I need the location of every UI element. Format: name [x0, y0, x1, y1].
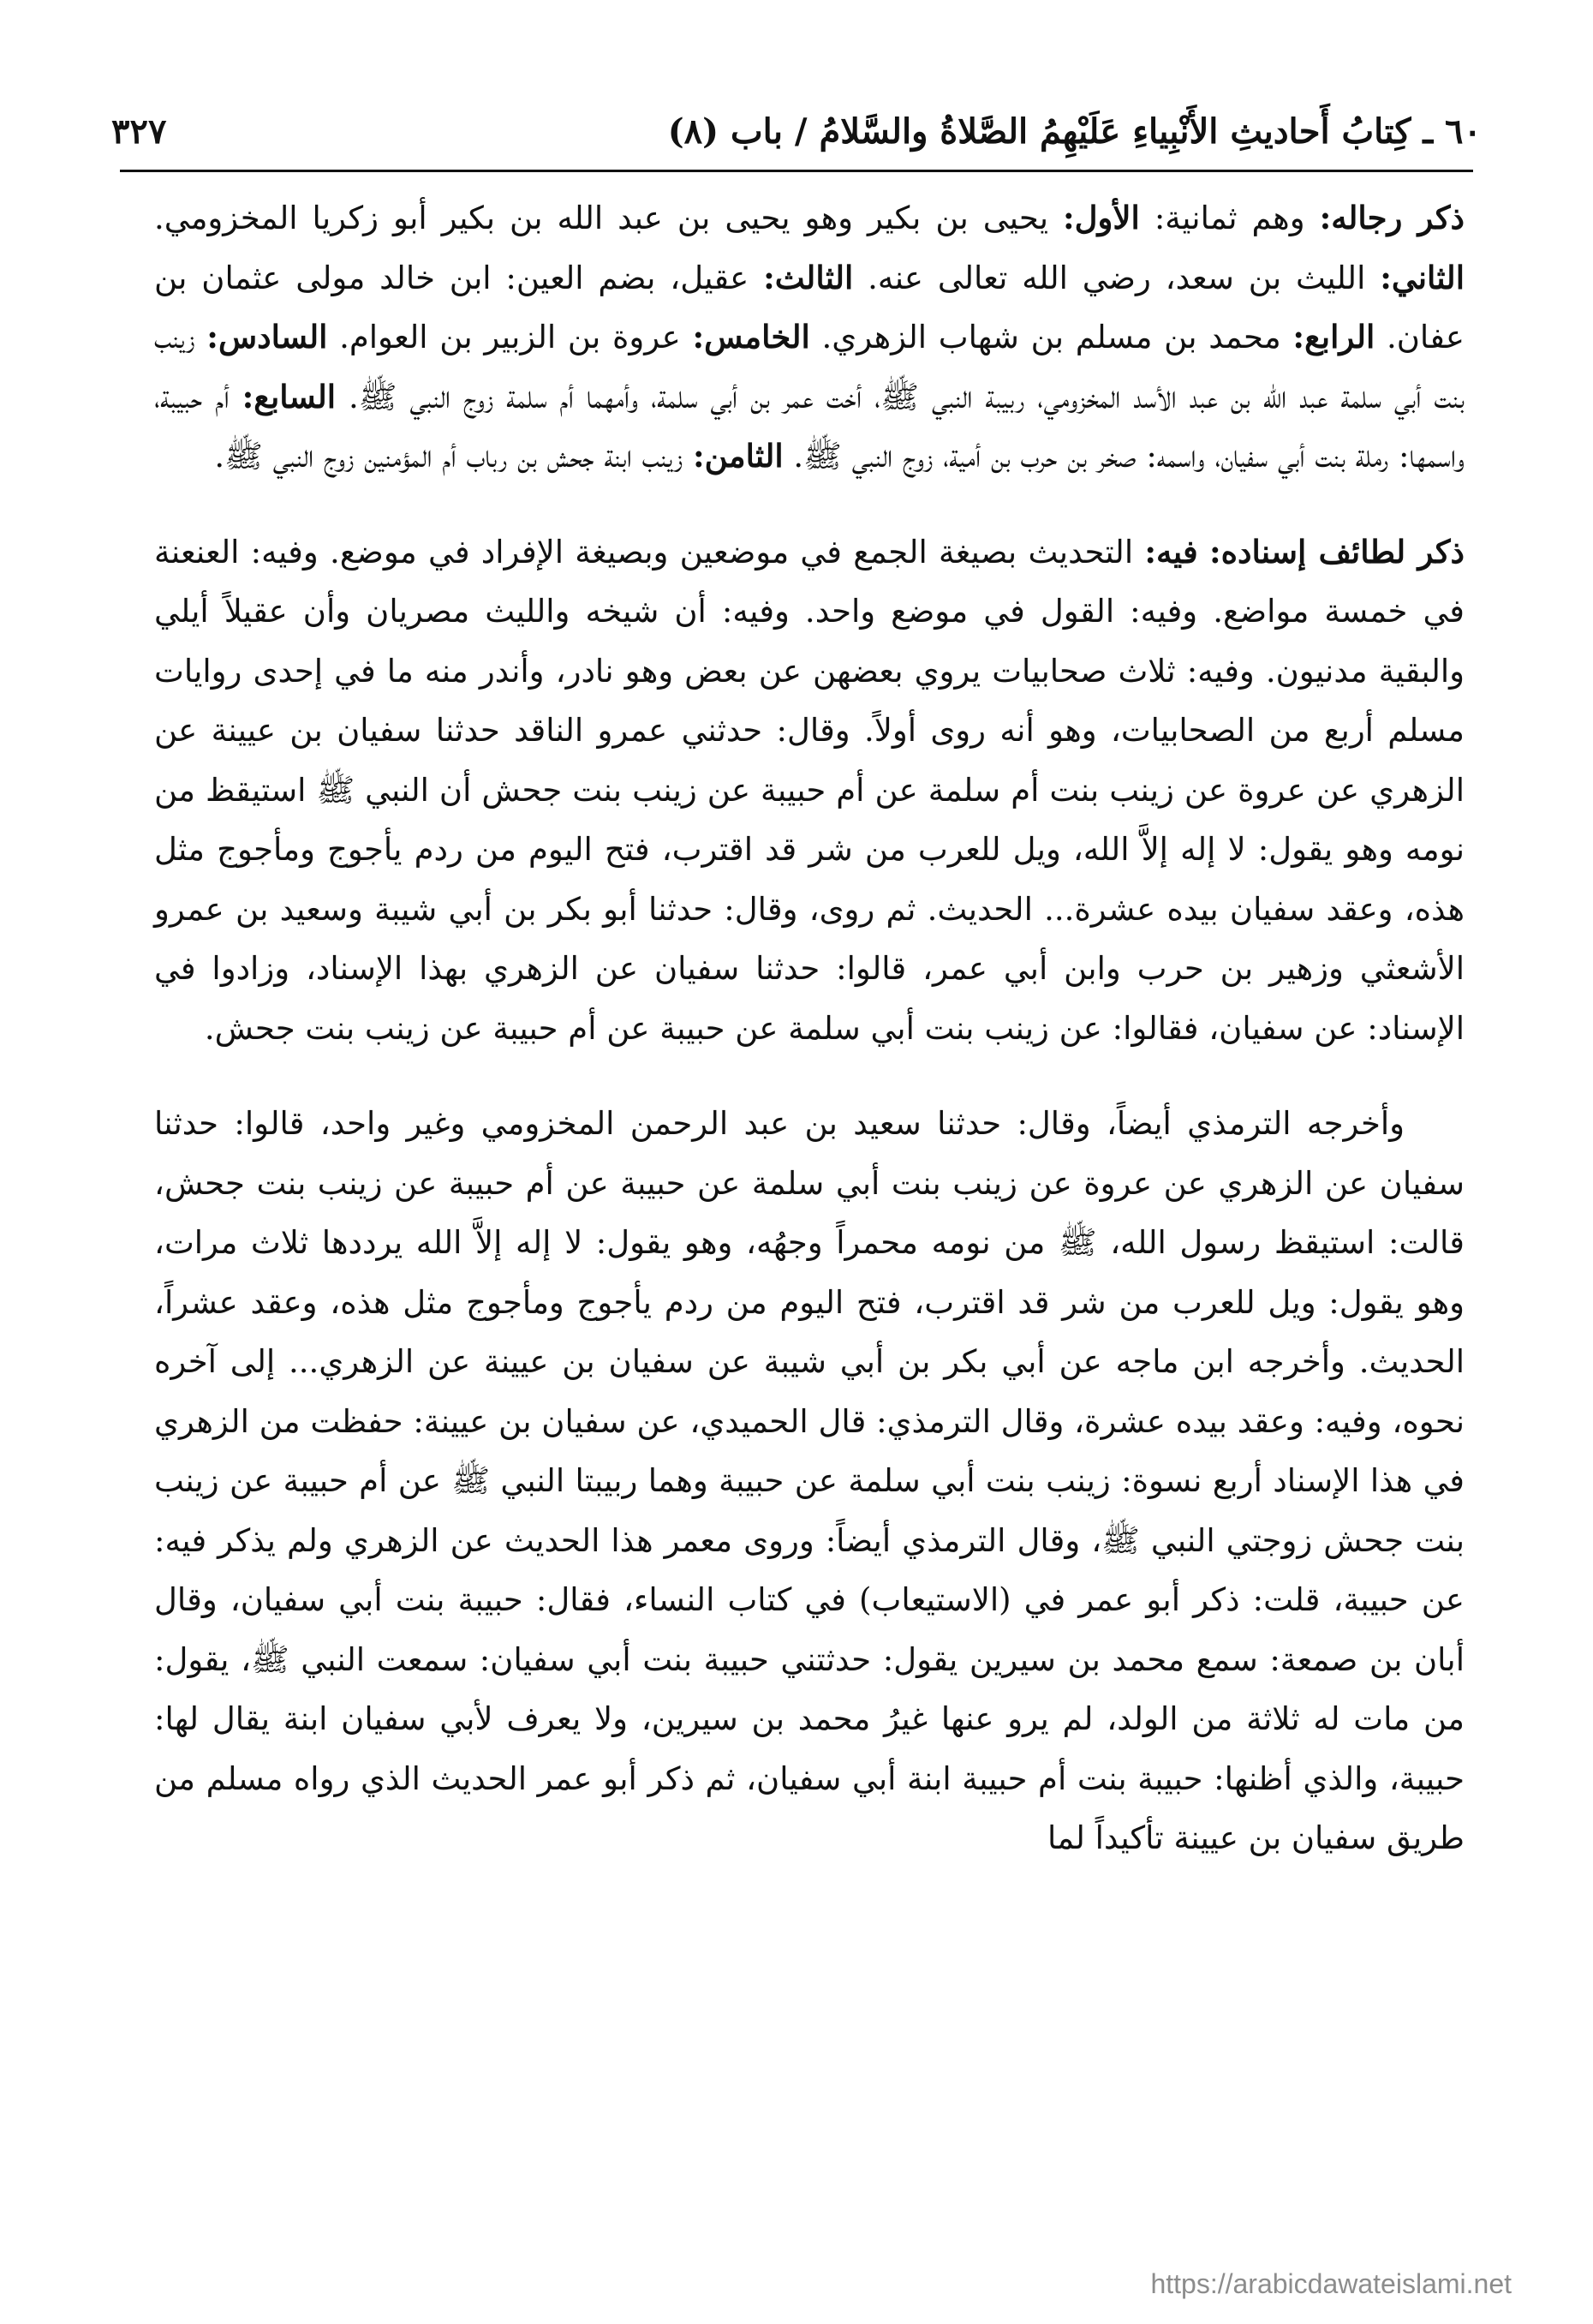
text-run: أم حبيبة، واسمها: رملة بنت أبي سفيان، واسمه: صخر بن حرب بن أمية، زوج النبي ﷺ. — [154, 378, 1465, 475]
text-run: يحيى بن بكير وهو يحيى بن عبد الله بن بكير أبو زكريا المخزومي. — [154, 200, 1064, 236]
watermark-url: https://arabicdawateislami.net — [1150, 2268, 1512, 2299]
paragraph-tirmidhi — [154, 1094, 1465, 1868]
page-header — [111, 93, 1482, 170]
text-run: التحديث بصيغة الجمع في موضعين وبصيغة الإفراد في موضع. وفيه: العنعنة في خمسة مواضع. وفيه: القول في موضع واحد. وفيه: أن شيخه والليث مصريان وأن عقيلاً أيلي والبقية مدنيون. وفيه: ثلاث صحابيات يروي بعضهن عن بعض وهو نادر، وأندر منه ما في إحدى روايات مسلم أربع من الصحابيات، وهو أنه روى أولاً. وقال: حدثني عمرو الناقد حدثنا سفيان بن عيينة عن الزهري عن عروة عن زينب بنت أم سلمة عن أم حبيبة عن زينب بنت جحش أن النبي ﷺ استيقظ من نومه وهو يقول: لا إله إلاَّ الله، ويل للعرب من شر قد اقترب، فتح اليوم من ردم يأجوج ومأجوج مثل هذه، وعقد سفيان بيده عشرة... الحديث. ثم روى، وقال: حدثنا أبو بكر بن أبي شيبة وسعيد بن عمرو الأشعثي وزهير بن حرب وابن أبي عمر، قالوا: حدثنا سفيان عن الزهري بهذا الإسناد، وزادوا في الإسناد: عن سفيان، فقالوا: عن زينب بنت أبي سلمة عن حبيبة عن أم حبيبة عن زينب بنت جحش. — [154, 533, 1465, 1047]
header-divider — [120, 170, 1473, 172]
inline-heading: الرابع: — [1292, 318, 1375, 355]
running-title: ٦٠ ـ كِتابُ أَحاديثِ الأَنْبِياءِ عَلَيْهِمُ الصَّلاةُ والسَّلامُ / باب (٨) — [667, 111, 1482, 152]
page-number: ٣٢٧ — [111, 111, 167, 152]
inline-heading: الثاني: — [1380, 258, 1465, 296]
section-heading: ذكر رجاله: — [1319, 199, 1465, 236]
inline-heading: السادس: — [206, 318, 328, 355]
inline-heading: الخامس: — [692, 318, 810, 355]
text-run: وهم ثمانية: — [1139, 200, 1320, 236]
text-run: وأخرجه الترمذي أيضاً، وقال: حدثنا سعيد بن عبد الرحمن المخزومي وغير واحد، قالوا: حدثنا سفيان عن الزهري عن عروة عن زينب بنت أبي سلمة عن حبيبة عن أم حبيبة عن زينب بنت جحش، قالت: استيقظ رسول الله، ﷺ من نومه محمراً وجهُه، وهو يقول: لا إله إلاَّ الله يرددها ثلاث مرات، وهو يقول: ويل للعرب من شر قد اقترب، فتح اليوم من ردم يأجوج ومأجوج مثل هذه، وعقد عشراً، الحديث. وأخرجه ابن ماجه عن أبي بكر بن أبي شيبة عن سفيان بن عيينة عن الزهري... إلى آخره نحوه، وفيه: وعقد بيده عشرة، وقال الترمذي: قال الحميدي، عن سفيان بن عيينة: حفظت من الزهري في هذا الإسناد أربع نسوة: زينب بنت أبي سلمة عن حبيبة وهما ربيبتا النبي ﷺ عن أم حبيبة عن زينب بنت جحش زوجتي النبي ﷺ، وقال الترمذي أيضاً: وروى معمر هذا الحديث عن الزهري ولم يذكر فيه: عن حبيبة، قلت: ذكر أبو عمر في (الاستيعاب) في كتاب النساء، فقال: حبيبة بنت أبي سفيان، وقال أبان بن صمعة: سمع محمد بن سيرين يقول: حدثتني حبيبة بنت أبي سفيان: سمعت النبي ﷺ، يقول: من مات له ثلاثة من الولد، لم يرو عنها غيرُ محمد بن سيرين، ولا يعرف لأبي سفيان ابنة يقال لها: حبيبة، والذي أظنها: حبيبة بنت أم حبيبة ابنة أبي سفيان، ثم ذكر أبو عمر الحديث الذي رواه مسلم من طريق سفيان بن عيينة تأكيداً لما — [154, 1105, 1465, 1856]
text-run: الليث بن سعد، رضي الله تعالى عنه. — [853, 259, 1381, 296]
inline-heading: فيه: — [1144, 532, 1198, 571]
inline-heading: الأول: — [1063, 199, 1140, 236]
text-run: زينب بنت أبي سلمة عبد الله بن عبد الأسد المخزومي، ربيبة النبي ﷺ، أخت عمر بن أبي سلمة، وأمهما أم سلمة زوج النبي ﷺ. — [154, 319, 1465, 415]
text-run: عقيل، بضم العين: ابن خالد مولى عثمان بن عفان. — [154, 259, 1465, 355]
paragraph-isnad-subtleties — [154, 523, 1465, 1059]
section-heading: ذكر لطائف إسناده: — [1209, 532, 1465, 571]
inline-heading: الثالث: — [763, 258, 854, 296]
text-run: محمد بن مسلم بن شهاب الزهري. — [809, 319, 1293, 355]
text-run: زينب ابنة جحش بن رباب أم المؤمنين زوج النبي ﷺ. — [214, 438, 693, 475]
inline-heading: السابع: — [242, 377, 337, 415]
main-text — [154, 188, 1465, 1868]
inline-heading: الثامن: — [692, 437, 784, 475]
paragraph-narrators — [154, 188, 1465, 487]
text-run: عروة بن الزبير بن العوام. — [327, 319, 693, 355]
text-run — [1198, 534, 1209, 571]
